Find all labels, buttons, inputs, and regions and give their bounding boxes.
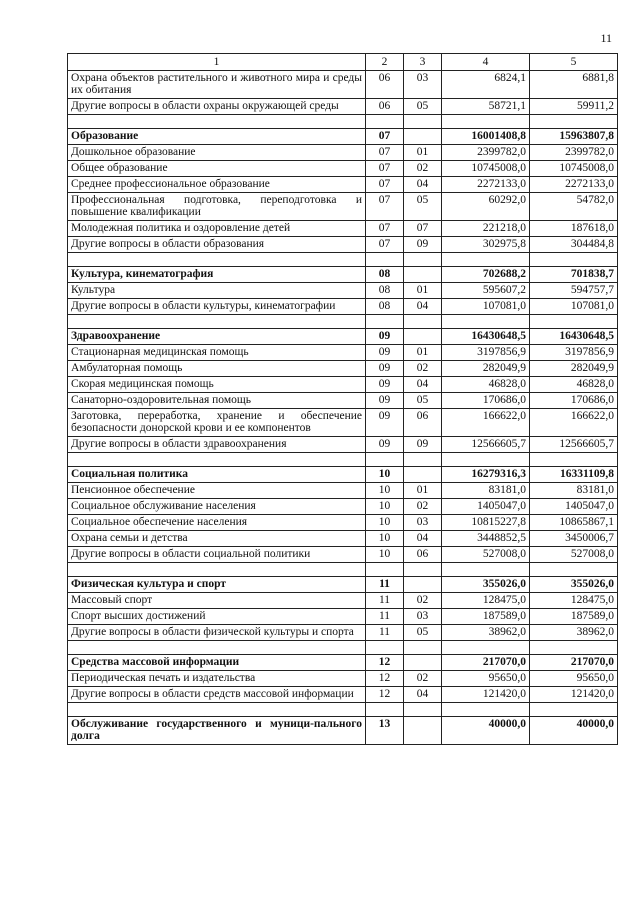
table-row [68,377,618,393]
amount-col5-cell: 304484,8 [530,237,618,253]
item-name-cell: Охрана объектов растительного и животного мира и среды их обитания [68,71,366,99]
item-name-cell: Среднее профессиональное образование [68,177,366,193]
section-code-cell: 09 [366,377,404,393]
item-name-cell: Культура [68,283,366,299]
item-name-cell: Другие вопросы в области физической культуры и спорта [68,625,366,641]
section-code-cell: 11 [366,577,404,593]
header-cell-2: 2 [366,54,404,71]
section-code-cell: 09 [366,361,404,377]
amount-col5-cell: 121420,0 [530,687,618,703]
amount-col4-cell: 10815227,8 [442,515,530,531]
empty-cell [68,641,366,655]
empty-cell [366,115,404,129]
subsection-code-cell: 09 [404,437,442,453]
spacer-row [68,641,618,655]
subsection-code-cell: 04 [404,531,442,547]
section-code-cell: 12 [366,671,404,687]
item-name-cell: Социальное обслуживание населения [68,499,366,515]
item-name-cell: Социальное обеспечение населения [68,515,366,531]
subsection-code-cell [404,717,442,745]
header-cell-3: 3 [404,54,442,71]
amount-col5-cell: 282049,9 [530,361,618,377]
amount-col4-cell: 83181,0 [442,483,530,499]
empty-cell [530,315,618,329]
empty-cell [404,253,442,267]
amount-col4-cell: 221218,0 [442,221,530,237]
amount-col4-cell: 16279316,3 [442,467,530,483]
amount-col4-cell: 16001408,8 [442,129,530,145]
amount-col5-cell: 187589,0 [530,609,618,625]
empty-cell [366,641,404,655]
empty-cell [442,315,530,329]
item-name-cell: Профессиональная подготовка, переподготовка и повышение квалификации [68,193,366,221]
subsection-code-cell: 05 [404,193,442,221]
item-name-cell: Средства массовой информации [68,655,366,671]
amount-col4-cell: 170686,0 [442,393,530,409]
section-code-cell: 07 [366,177,404,193]
spacer-row [68,315,618,329]
item-name-cell: Другие вопросы в области социальной политики [68,547,366,563]
empty-cell [68,315,366,329]
subsection-code-cell: 02 [404,361,442,377]
amount-col4-cell: 302975,8 [442,237,530,253]
subsection-code-cell: 04 [404,177,442,193]
section-code-cell: 08 [366,299,404,315]
empty-cell [404,563,442,577]
amount-col4-cell: 166622,0 [442,409,530,437]
amount-col4-cell: 121420,0 [442,687,530,703]
subsection-code-cell [404,129,442,145]
empty-cell [68,453,366,467]
empty-cell [530,115,618,129]
subsection-code-cell: 06 [404,409,442,437]
empty-cell [442,115,530,129]
subsection-code-cell [404,329,442,345]
empty-cell [68,703,366,717]
item-name-cell: Образование [68,129,366,145]
item-name-cell: Пенсионное обеспечение [68,483,366,499]
section-code-cell: 09 [366,393,404,409]
subsection-code-cell: 02 [404,161,442,177]
subsection-code-cell: 02 [404,499,442,515]
amount-col5-cell: 16331109,8 [530,467,618,483]
subsection-code-cell: 03 [404,515,442,531]
amount-col4-cell: 12566605,7 [442,437,530,453]
amount-col4-cell: 95650,0 [442,671,530,687]
section-row [68,577,618,593]
empty-cell [530,703,618,717]
amount-col5-cell: 1405047,0 [530,499,618,515]
subsection-code-cell: 04 [404,687,442,703]
amount-col5-cell: 594757,7 [530,283,618,299]
table-row [68,99,618,115]
empty-cell [530,253,618,267]
amount-col5-cell: 59911,2 [530,99,618,115]
amount-col4-cell: 3197856,9 [442,345,530,361]
subsection-code-cell: 03 [404,609,442,625]
section-code-cell: 07 [366,129,404,145]
table-row [68,483,618,499]
budget-table [67,53,618,745]
spacer-row [68,563,618,577]
empty-cell [366,453,404,467]
section-code-cell: 08 [366,283,404,299]
item-name-cell: Скорая медицинская помощь [68,377,366,393]
item-name-cell: Стационарная медицинская помощь [68,345,366,361]
section-code-cell: 11 [366,625,404,641]
amount-col4-cell: 60292,0 [442,193,530,221]
amount-col4-cell: 1405047,0 [442,499,530,515]
table-row [68,221,618,237]
subsection-code-cell [404,267,442,283]
amount-col4-cell: 10745008,0 [442,161,530,177]
section-code-cell: 09 [366,409,404,437]
section-code-cell: 09 [366,329,404,345]
header-cell-5: 5 [530,54,618,71]
amount-col5-cell: 16430648,5 [530,329,618,345]
amount-col5-cell: 10745008,0 [530,161,618,177]
table-row [68,547,618,563]
item-name-cell: Молодежная политика и оздоровление детей [68,221,366,237]
item-name-cell: Массовый спорт [68,593,366,609]
section-row [68,467,618,483]
table-row [68,687,618,703]
table-row [68,437,618,453]
section-code-cell: 10 [366,515,404,531]
amount-col5-cell: 46828,0 [530,377,618,393]
table-row [68,499,618,515]
subsection-code-cell: 06 [404,547,442,563]
amount-col5-cell: 40000,0 [530,717,618,745]
page-number: 11 [600,31,612,45]
subsection-code-cell: 05 [404,625,442,641]
empty-cell [404,453,442,467]
item-name-cell: Социальная политика [68,467,366,483]
amount-col5-cell: 170686,0 [530,393,618,409]
amount-col4-cell: 6824,1 [442,71,530,99]
section-row [68,129,618,145]
spacer-row [68,453,618,467]
table-header-row [68,54,618,71]
amount-col4-cell: 2272133,0 [442,177,530,193]
section-code-cell: 06 [366,71,404,99]
item-name-cell: Здравоохранение [68,329,366,345]
amount-col4-cell: 355026,0 [442,577,530,593]
amount-col5-cell: 107081,0 [530,299,618,315]
header-cell-4: 4 [442,54,530,71]
table-row [68,237,618,253]
amount-col5-cell: 83181,0 [530,483,618,499]
empty-cell [442,253,530,267]
table-row [68,625,618,641]
section-code-cell: 10 [366,467,404,483]
amount-col5-cell: 217070,0 [530,655,618,671]
empty-cell [404,315,442,329]
table-row [68,345,618,361]
subsection-code-cell [404,577,442,593]
section-code-cell: 08 [366,267,404,283]
table-row [68,409,618,437]
section-code-cell: 06 [366,99,404,115]
item-name-cell: Заготовка, переработка, хранение и обеспечение безопасности донорской крови и ее компонентов [68,409,366,437]
item-name-cell: Санаторно-оздоровительная помощь [68,393,366,409]
amount-col4-cell: 16430648,5 [442,329,530,345]
table-row [68,161,618,177]
amount-col5-cell: 54782,0 [530,193,618,221]
item-name-cell: Другие вопросы в области здравоохранения [68,437,366,453]
amount-col5-cell: 6881,8 [530,71,618,99]
item-name-cell: Общее образование [68,161,366,177]
item-name-cell: Амбулаторная помощь [68,361,366,377]
amount-col4-cell: 217070,0 [442,655,530,671]
section-code-cell: 10 [366,499,404,515]
section-row [68,717,618,745]
spacer-row [68,115,618,129]
section-code-cell: 13 [366,717,404,745]
table-row [68,671,618,687]
amount-col5-cell: 166622,0 [530,409,618,437]
empty-cell [442,703,530,717]
empty-cell [68,563,366,577]
empty-cell [442,453,530,467]
table-row [68,299,618,315]
amount-col5-cell: 3197856,9 [530,345,618,361]
amount-col4-cell: 702688,2 [442,267,530,283]
table-row [68,71,618,99]
table-row [68,145,618,161]
empty-cell [530,563,618,577]
empty-cell [366,563,404,577]
subsection-code-cell: 01 [404,145,442,161]
table-row [68,593,618,609]
section-code-cell: 09 [366,437,404,453]
section-code-cell: 07 [366,221,404,237]
amount-col4-cell: 40000,0 [442,717,530,745]
subsection-code-cell: 02 [404,671,442,687]
item-name-cell: Другие вопросы в области культуры, кинематографии [68,299,366,315]
amount-col5-cell: 12566605,7 [530,437,618,453]
amount-col5-cell: 15963807,8 [530,129,618,145]
empty-cell [366,253,404,267]
section-row [68,655,618,671]
amount-col4-cell: 38962,0 [442,625,530,641]
item-name-cell: Физическая культура и спорт [68,577,366,593]
section-code-cell: 10 [366,483,404,499]
header-cell-1: 1 [68,54,366,71]
empty-cell [366,703,404,717]
amount-col5-cell: 3450006,7 [530,531,618,547]
item-name-cell: Периодическая печать и издательства [68,671,366,687]
amount-col5-cell: 10865867,1 [530,515,618,531]
amount-col5-cell: 701838,7 [530,267,618,283]
amount-col4-cell: 128475,0 [442,593,530,609]
subsection-code-cell: 07 [404,221,442,237]
table-row [68,515,618,531]
amount-col4-cell: 527008,0 [442,547,530,563]
section-code-cell: 07 [366,161,404,177]
section-row [68,329,618,345]
subsection-code-cell: 02 [404,593,442,609]
empty-cell [404,115,442,129]
amount-col4-cell: 46828,0 [442,377,530,393]
subsection-code-cell: 01 [404,345,442,361]
amount-col5-cell: 187618,0 [530,221,618,237]
empty-cell [442,563,530,577]
section-code-cell: 12 [366,687,404,703]
amount-col4-cell: 595607,2 [442,283,530,299]
amount-col5-cell: 95650,0 [530,671,618,687]
subsection-code-cell: 04 [404,299,442,315]
item-name-cell: Спорт высших достижений [68,609,366,625]
empty-cell [404,641,442,655]
subsection-code-cell: 03 [404,71,442,99]
amount-col5-cell: 2272133,0 [530,177,618,193]
subsection-code-cell: 01 [404,483,442,499]
amount-col4-cell: 58721,1 [442,99,530,115]
section-code-cell: 10 [366,547,404,563]
item-name-cell: Культура, кинематография [68,267,366,283]
section-code-cell: 11 [366,593,404,609]
amount-col4-cell: 282049,9 [442,361,530,377]
item-name-cell: Дошкольное образование [68,145,366,161]
section-row [68,267,618,283]
table-row [68,393,618,409]
section-code-cell: 07 [366,237,404,253]
table-row [68,361,618,377]
budget-table-container [67,53,617,745]
subsection-code-cell [404,467,442,483]
empty-cell [404,703,442,717]
item-name-cell: Охрана семьи и детства [68,531,366,547]
section-code-cell: 07 [366,193,404,221]
section-code-cell: 07 [366,145,404,161]
table-row [68,193,618,221]
spacer-row [68,703,618,717]
amount-col5-cell: 355026,0 [530,577,618,593]
amount-col4-cell: 3448852,5 [442,531,530,547]
subsection-code-cell: 05 [404,393,442,409]
amount-col4-cell: 187589,0 [442,609,530,625]
subsection-code-cell: 09 [404,237,442,253]
item-name-cell: Другие вопросы в области образования [68,237,366,253]
item-name-cell: Обслуживание государственного и муници-пального долга [68,717,366,745]
empty-cell [530,453,618,467]
subsection-code-cell: 01 [404,283,442,299]
table-row [68,531,618,547]
empty-cell [68,115,366,129]
empty-cell [366,315,404,329]
section-code-cell: 09 [366,345,404,361]
amount-col4-cell: 2399782,0 [442,145,530,161]
amount-col4-cell: 107081,0 [442,299,530,315]
section-code-cell: 10 [366,531,404,547]
empty-cell [530,641,618,655]
empty-cell [68,253,366,267]
table-row [68,177,618,193]
item-name-cell: Другие вопросы в области средств массовой информации [68,687,366,703]
subsection-code-cell: 04 [404,377,442,393]
spacer-row [68,253,618,267]
amount-col5-cell: 128475,0 [530,593,618,609]
subsection-code-cell: 05 [404,99,442,115]
table-body [68,71,618,745]
section-code-cell: 11 [366,609,404,625]
empty-cell [442,641,530,655]
subsection-code-cell [404,655,442,671]
amount-col5-cell: 2399782,0 [530,145,618,161]
amount-col5-cell: 38962,0 [530,625,618,641]
table-row [68,283,618,299]
section-code-cell: 12 [366,655,404,671]
amount-col5-cell: 527008,0 [530,547,618,563]
item-name-cell: Другие вопросы в области охраны окружающей среды [68,99,366,115]
table-row [68,609,618,625]
